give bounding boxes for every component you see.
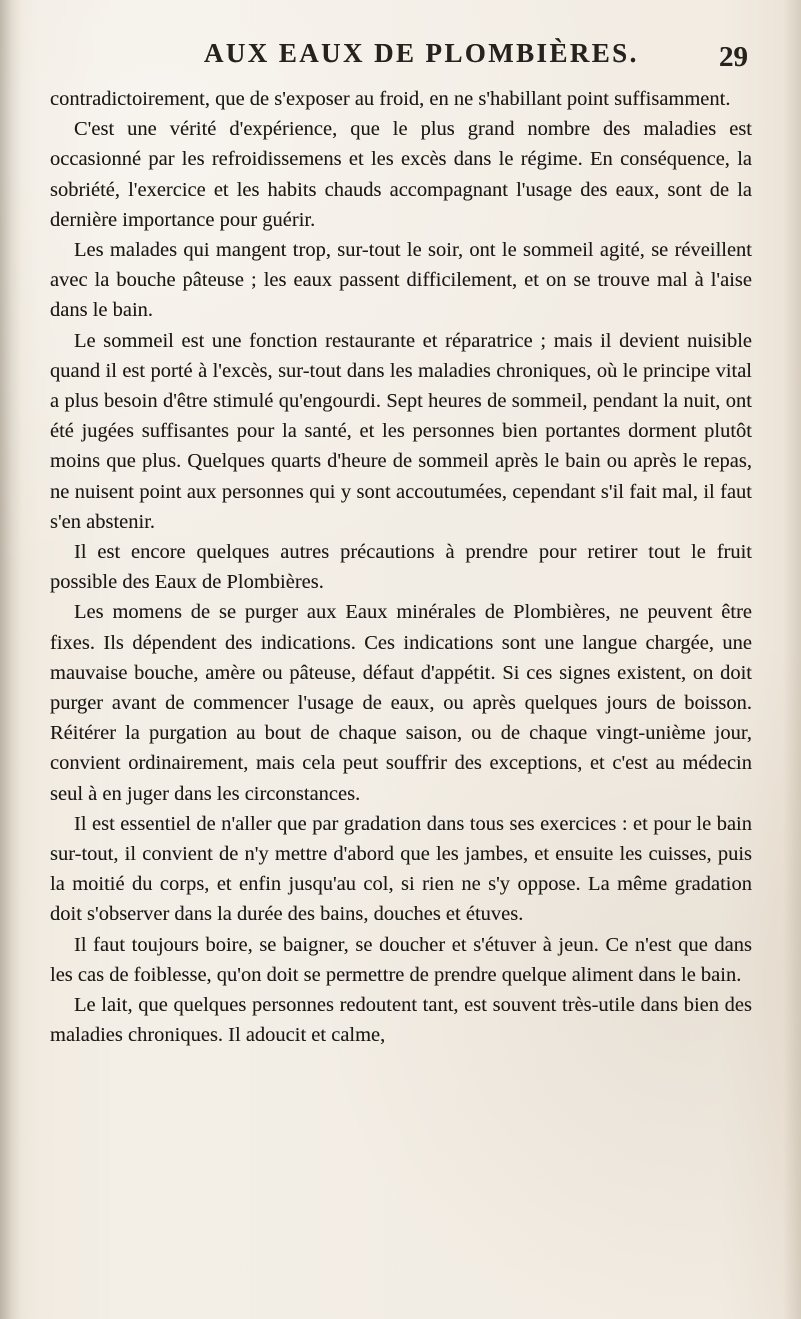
page-number: 29 — [719, 41, 748, 73]
binding-shadow — [0, 0, 22, 1319]
paragraph-5: Il est encore quelques autres précautions à prendre pour retirer tout le fruit possible des Eaux de Plombières. — [50, 541, 752, 594]
body-text — [50, 84, 752, 1244]
paragraph-8: Il faut toujours boire, se baigner, se doucher et s'étuver à jeun. Ce n'est que dans les cas de foiblesse, qu'on doit se permettre de prendre quelque aliment dans le bain. — [50, 933, 752, 986]
paragraph-1: contradictoirement, que de s'exposer au froid, en ne s'habillant point suffisamment. — [50, 88, 731, 110]
paragraph-4: Le sommeil est une fonction restaurante et réparatrice ; mais il devient nuisible quand il est porté à l'excès, sur-tout dans les maladies chroniques, où le principe vital a plus besoin d'être stimulé qu'engourdi. Sept heures de sommeil, pendant la nuit, ont été jugées suffisantes pour la santé, et les personnes bien portantes dorment plutôt moins que plus. Quelques quarts d'heure de sommeil après le bain ou après le repas, ne nuisent point aux personnes qui y sont accoutumées, cependant s'il fait mal, il faut s'en abstenir. — [50, 329, 752, 533]
page-edge-shadow — [783, 0, 801, 1319]
paragraph-2: C'est une vérité d'expérience, que le plus grand nombre des maladies est occasionné par les refroidissemens et les excès dans le régime. En conséquence, la sobriété, l'exercice et les habits chauds accompagnant l'usage des eaux, sont de la dernière importance pour guérir. — [50, 118, 752, 231]
running-title: AUX EAUX DE PLOMBIÈRES. — [204, 38, 639, 68]
paragraph-9: Le lait, que quelques personnes redoutent tant, est souvent très-utile dans bien des maladies chroniques. Il adoucit et calme, — [50, 994, 752, 1047]
paragraph-6: Les momens de se purger aux Eaux minérales de Plombières, ne peuvent être fixes. Ils dépendent des indications. Ces indications sont une langue chargée, une mauvaise bouche, amère ou pâteuse, défaut d'appétit. Si ces signes existent, on doit purger avant de commencer l'usage de eaux, ou après quelques jours de boisson. Réitérer la purgation au bout de chaque saison, ou de chaque vingt-unième jour, convient ordinairement, mais cela peut souffrir des exceptions, et c'est au médecin seul à en juger dans les circonstances. — [50, 601, 752, 805]
paragraph-7: Il est essentiel de n'aller que par gradation dans tous ses exercices : et pour le bain sur-tout, il convient de n'y mettre d'abord que les jambes, et ensuite les cuisses, puis la moitié du corps, et enfin jusqu'au col, si rien ne s'y oppose. La même gradation doit s'observer dans la durée des bains, douches et étuves. — [50, 812, 752, 926]
page-header — [204, 34, 764, 82]
paragraph-3: Les malades qui mangent trop, sur-tout le soir, ont le sommeil agité, se réveillent avec la bouche pâteuse ; les eaux passent difficilement, et on se trouve mal à l'aise dans le bain. — [50, 239, 752, 322]
